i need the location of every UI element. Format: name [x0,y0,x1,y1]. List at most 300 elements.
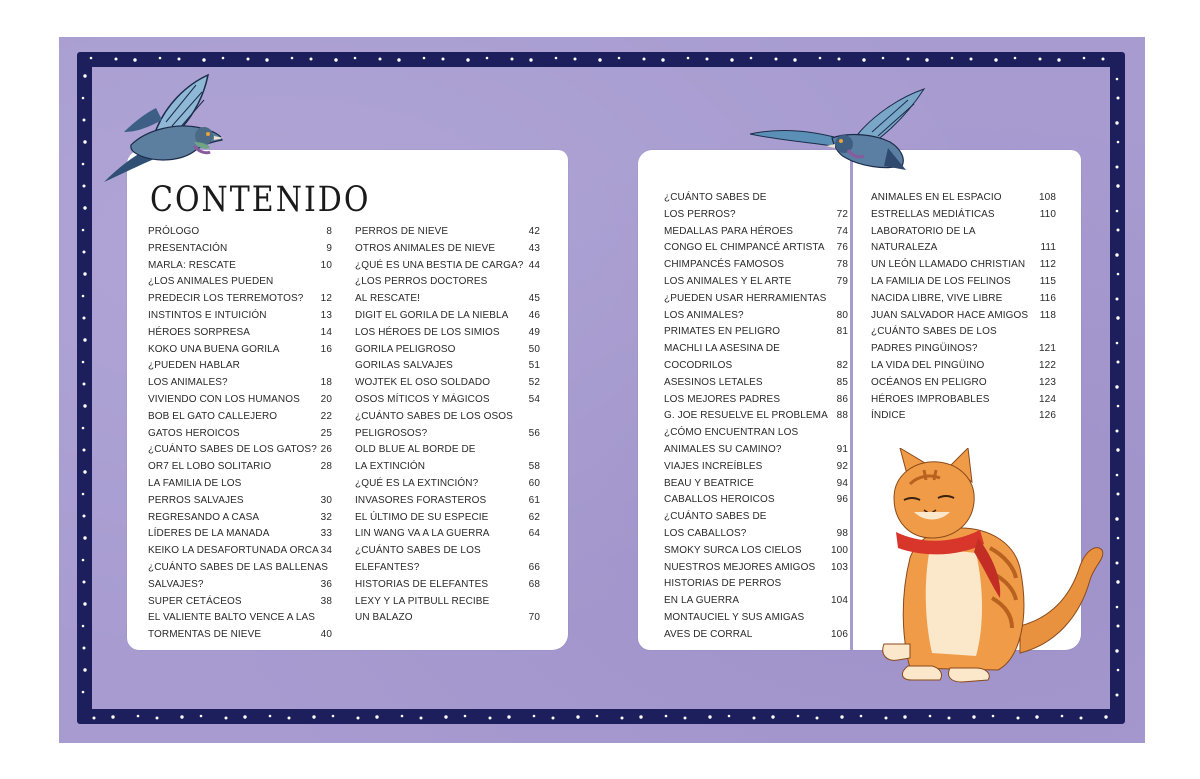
toc-entry-title: LIN WANG VA A LA GUERRA [355,528,490,540]
toc-entry-page: 91 [836,443,848,455]
toc-entry-title: AVES DE CORRAL [664,628,753,640]
border-dot [312,715,315,718]
toc-entry [664,240,848,257]
toc-entry-page: 14 [320,326,332,338]
border-dot [420,717,423,720]
border-dot [464,715,467,718]
toc-entry [664,560,848,577]
toc-entry-title: NATURALEZA [871,242,938,254]
toc-entry-title: PADRES PINGÜINOS? [871,343,978,355]
toc-entry-title: NUESTROS MEJORES AMIGOS [664,561,816,573]
border-dot [202,58,205,61]
border-dot [1115,649,1118,652]
toc-entry-title: EL VALIENTE BALTO VENCE A LAS [148,612,316,624]
border-dot [643,58,646,61]
toc-entry [148,426,332,443]
toc-entry-title: SUPER CETÁCEOS [148,595,242,607]
toc-entry [664,257,848,274]
border-dot [925,58,928,61]
border-dot [83,581,86,584]
toc-entry-title: WOJTEK EL OSO SOLDADO [355,377,491,389]
toc-entry [871,308,1056,325]
pigeon-left-illustration [96,70,231,190]
border-dot [1115,385,1118,388]
toc-entry-page: 98 [836,527,848,539]
toc-entry [148,308,332,325]
toc-entry [148,274,332,291]
border-dot [83,74,86,77]
border-dot [288,717,291,720]
toc-entry-title: OCÉANOS EN PELIGRO [871,376,987,388]
toc-entry-page: 92 [836,460,848,472]
toc-entry-page: 86 [836,393,848,405]
toc-entry [148,459,332,476]
border-dot [661,58,664,61]
toc-entry [664,476,848,493]
toc-entry-page: 108 [1039,192,1056,203]
toc-entry-title: ¿CUÁNTO SABES DE LOS OSOS [355,410,513,422]
border-dot [83,317,86,320]
toc-entry-page: 112 [1039,259,1056,271]
border-dot [728,715,731,718]
toc-entry-page: 56 [528,427,540,439]
toc-entry [355,392,540,409]
toc-entry-title: ¿CUÁNTO SABES DE LOS [355,545,481,557]
border-dot [243,715,246,718]
toc-entry-title: COCODRILOS [664,359,733,371]
toc-entry [664,610,848,627]
toc-entry-title: KOKO UNA BUENA GORILA [148,343,280,355]
border-dot [83,140,86,143]
toc-entry-title: LOS CABALLOS? [664,527,747,539]
border-dot [771,715,774,718]
toc-entry-title: GORILA PELIGROSO [355,343,456,355]
border-dot [598,58,601,61]
toc-entry-page: 52 [528,377,540,389]
border-dot [1116,694,1119,697]
border-dot [423,57,426,60]
border-dot [82,97,85,100]
border-dot [265,58,268,61]
toc-entry [664,509,848,526]
toc-entry [355,291,540,308]
border-dot [1117,405,1120,408]
border-dot [970,58,973,61]
toc-entry [355,342,540,359]
toc-entry-page: 94 [836,477,848,489]
border-dot [82,295,85,298]
toc-entry [148,594,332,611]
toc-entry [871,207,1056,224]
toc-entry [871,224,1056,241]
toc-entry-page: 96 [836,494,848,506]
toc-entry [148,577,332,594]
toc-entry [148,258,332,275]
border-dot [332,715,335,718]
toc-entry [355,325,540,342]
toc-entry-title: VIAJES INCREÍBLES [664,460,763,472]
border-dot [1117,141,1120,144]
border-dot [840,715,843,718]
toc-entry-title: MONTAUCIEL Y SUS AMIGAS [664,611,805,623]
border-dot [334,58,337,61]
toc-entry-title: LA EXTINCIÓN [355,461,426,473]
toc-entry [148,291,332,308]
toc-entry [664,274,848,291]
toc-entry [664,576,848,593]
toc-entry-title: ¿PUEDEN HABLAR [148,360,240,372]
border-dot [951,57,954,60]
border-dot [83,404,86,407]
toc-entry-page: 70 [528,612,540,624]
toc-entry-title: ¿CUÁNTO SABES DE LAS BALLENAS [148,561,328,573]
border-dot [1116,562,1119,565]
border-dot [511,58,514,61]
toc-entry [148,610,332,627]
toc-entry [664,492,848,509]
toc-entry-title: HÉROES IMPROBABLES [871,393,990,405]
toc-entry [871,324,1056,341]
border-dot [82,229,85,232]
border-dot [83,647,86,650]
toc-entry [664,291,848,308]
toc-entry [355,358,540,375]
border-dot [665,715,668,718]
border-dot [994,58,997,61]
toc-entry [355,426,540,443]
toc-entry-title: ¿QUÉ ES UNA BESTIA DE CARGA? [355,259,524,271]
border-dot [1115,121,1118,124]
border-dot [1117,97,1120,100]
toc-entry [148,476,332,493]
toc-entry [355,610,540,627]
border-dot [706,58,709,61]
toc-entry [148,375,332,392]
toc-entry-title: DIGIT EL GORILA DE LA NIEBLA [355,309,509,321]
border-dot [442,58,445,61]
toc-entry-title: LOS PERROS? [664,208,736,220]
toc-entry-page: 64 [528,528,540,540]
toc-entry [355,241,540,258]
border-dot [1117,669,1120,672]
toc-entry [355,459,540,476]
border-dot [797,715,800,718]
toc-entry-title: PELIGROSOS? [355,427,428,439]
border-dot [82,691,85,694]
toc-column-2 [355,224,540,627]
border-dot [444,715,447,718]
border-dot [1017,717,1020,720]
border-dot [819,57,822,60]
page-title: CONTENIDO [150,180,371,221]
toc-entry [355,442,540,459]
toc-entry-title: LA FAMILIA DE LOS FELINOS [871,275,1011,287]
toc-entry [355,274,540,291]
toc-entry-title: LÍDERES DE LA MANADA [148,528,270,540]
border-dot [379,58,382,61]
border-dot [83,536,86,539]
toc-entry-page: 62 [528,511,540,523]
toc-entry [355,476,540,493]
toc-entry-page: 100 [831,544,848,556]
toc-entry [355,526,540,543]
border-dot [1115,253,1118,256]
toc-entry-page: 80 [836,309,848,321]
pigeon-right-illustration [748,86,928,176]
toc-entry-page: 76 [836,242,848,254]
toc-entry [355,409,540,426]
toc-entry-title: LA FAMILIA DE LOS [148,477,242,489]
border-dot [860,715,863,718]
border-dot [621,717,624,720]
toc-entry-page: 30 [320,494,332,506]
border-dot [1116,430,1119,433]
toc-entry-page: 50 [528,343,540,355]
border-dot [1116,474,1119,477]
border-dot [1117,273,1120,276]
toc-entry-page: 9 [326,242,332,254]
toc-entry [355,308,540,325]
border-dot [552,717,555,720]
toc-entry-title: INVASORES FORASTEROS [355,494,487,506]
border-dot [929,715,932,718]
toc-entry [148,392,332,409]
toc-entry-title: LOS ANIMALES? [664,309,744,321]
toc-entry-page: 36 [320,578,332,590]
toc-entry-title: LOS ANIMALES Y EL ARTE [664,275,792,287]
toc-entry [148,358,332,375]
toc-entry-page: 46 [528,309,540,321]
toc-entry-title: UN BALAZO [355,612,413,624]
toc-entry-page: 44 [528,259,540,271]
toc-entry-page: 8 [326,226,332,237]
toc-entry-page: 82 [836,359,848,371]
toc-entry-title: MEDALLAS PARA HÉROES [664,225,794,237]
toc-entry-title: ¿LOS PERROS DOCTORES [355,276,488,288]
toc-entry-title: TORMENTAS DE NIEVE [148,629,262,641]
toc-entry [664,358,848,375]
toc-entry-page: 18 [320,377,332,389]
border-dot [82,427,85,430]
border-dot [992,715,995,718]
toc-entry [871,392,1056,409]
toc-entry-page: 12 [320,293,332,305]
toc-entry-title: ÍNDICE [871,410,906,422]
toc-entry [148,543,332,560]
border-dot [1117,537,1120,540]
toc-entry-title: ¿CUÁNTO SABES DE LOS GATOS? [148,444,317,456]
toc-entry-title: KEIKO LA DESAFORTUNADA ORCA [148,545,319,557]
toc-entry [871,408,1056,425]
border-dot [1116,298,1119,301]
toc-entry [664,224,848,241]
border-dot [1116,342,1119,345]
toc-column-1 [148,224,332,644]
toc-entry [664,442,848,459]
border-dot [83,383,86,386]
toc-entry [871,358,1056,375]
border-dot [466,58,469,61]
toc-entry [148,526,332,543]
toc-entry-title: HÉROES SORPRESA [148,326,251,338]
toc-entry [664,392,848,409]
toc-entry-page: 111 [1040,242,1056,254]
toc-entry-page: 38 [320,595,332,607]
border-dot [753,717,756,720]
toc-entry-title: LEXY Y LA PITBULL RECIBE [355,595,490,607]
border-dot [596,715,599,718]
border-dot [222,57,225,60]
toc-entry-page: 26 [320,444,332,456]
border-dot [180,715,183,718]
border-dot [574,58,577,61]
toc-entry-title: OLD BLUE AL BORDE DE [355,444,476,456]
border-dot [555,57,558,60]
toc-entry [664,526,848,543]
border-dot [529,58,532,61]
border-dot [533,715,536,718]
border-dot [225,717,228,720]
border-dot [907,58,910,61]
border-dot [83,272,86,275]
border-dot [816,717,819,720]
border-dot [972,715,975,718]
border-dot [684,717,687,720]
border-dot [576,715,579,718]
toc-entry-title: PERROS SALVAJES [148,494,244,506]
toc-entry [355,594,540,611]
toc-entry-title: BOB EL GATO CALLEJERO [148,410,278,422]
border-dot [82,163,85,166]
toc-entry-title: OR7 EL LOBO SOLITARIO [148,461,272,473]
border-dot [489,717,492,720]
border-dot [82,625,85,628]
border-dot [486,57,489,60]
toc-entry-title: JUAN SALVADOR HACE AMIGOS [871,309,1029,321]
tabby-cat-illustration [880,448,1106,688]
toc-entry-title: ¿CÓMO ENCUENTRAN LOS [664,427,799,439]
toc-entry [148,241,332,258]
border-dot [1039,58,1042,61]
toc-entry-title: LOS MEJORES PADRES [664,393,781,405]
toc-entry-title: ANIMALES EN EL ESPACIO [871,192,1002,203]
border-dot [1116,580,1119,583]
toc-entry [355,375,540,392]
border-dot [639,715,642,718]
toc-entry-title: MACHLI LA ASESINA DE [664,343,780,355]
toc-entry-title: UN LEÓN LLAMADO CHRISTIAN [871,259,1026,271]
toc-entry [355,560,540,577]
toc-entry-title: REGRESANDO A CASA [148,511,260,523]
toc-entry-page: 22 [320,410,332,422]
toc-entry-title: CHIMPANCÉS FAMOSOS [664,259,784,271]
border-dot [111,715,114,718]
toc-entry [664,341,848,358]
toc-entry-title: PREDECIR LOS TERREMOTOS? [148,293,304,305]
toc-entry [355,510,540,527]
toc-entry-title: ¿CUÁNTO SABES DE LOS [871,326,997,338]
toc-entry-title: PRÓLOGO [148,226,200,237]
border-dot [1116,210,1119,213]
toc-entry-title: PRIMATES EN PELIGRO [664,326,781,338]
toc-entry-page: 72 [836,208,848,220]
toc-entry-page: 49 [528,326,540,338]
toc-column-4 [871,190,1056,425]
border-dot [838,58,841,61]
toc-entry-page: 61 [528,494,540,506]
toc-entry-page: 123 [1039,376,1056,388]
border-dot [83,470,86,473]
border-dot [247,58,250,61]
border-dot [156,717,159,720]
toc-entry [355,258,540,275]
toc-entry-title: MARLA: RESCATE [148,259,236,271]
border-dot [1116,78,1119,81]
border-dot [1083,57,1086,60]
toc-entry-page: 16 [320,343,332,355]
toc-entry-page: 40 [320,629,332,641]
toc-entry [871,274,1056,291]
border-dot [1117,361,1120,364]
toc-entry [664,375,848,392]
border-dot [83,338,86,341]
toc-entry-title: CABALLOS HEROICOS [664,494,775,506]
toc-entry [355,577,540,594]
toc-entry-title: LA VIDA DEL PINGÜINO [871,359,985,371]
toc-entry-title: EN LA GUERRA [664,595,740,607]
toc-entry-title: NACIDA LIBRE, VIVE LIBRE [871,292,1003,304]
border-dot [133,58,136,61]
toc-entry-title: INSTINTOS E INTUICIÓN [148,309,267,321]
toc-entry-title: AL RESCATE! [355,293,421,305]
toc-entry [664,593,848,610]
toc-column-3 [664,190,848,644]
toc-entry-title: VIVIENDO CON LOS HUMANOS [148,393,300,405]
toc-entry-page: 104 [831,595,848,607]
border-dot [1102,58,1105,61]
toc-entry-page: 51 [528,360,540,372]
border-dot [93,717,96,720]
border-dot [83,515,86,518]
border-dot [90,57,93,60]
toc-entry-title: ¿CUÁNTO SABES DE [664,192,767,203]
border-dot [1117,493,1120,496]
border-dot [687,57,690,60]
toc-entry-page: 45 [528,293,540,305]
toc-entry-page: 43 [528,242,540,254]
toc-entry-page: 126 [1039,410,1056,422]
toc-entry-page: 10 [320,259,332,271]
toc-entry-title: ¿LOS ANIMALES PUEDEN [148,276,274,288]
border-dot [159,57,162,60]
border-dot [375,715,378,718]
toc-entry [148,325,332,342]
border-dot [1115,517,1118,520]
border-dot [82,493,85,496]
toc-entry [664,408,848,425]
border-dot [83,206,86,209]
border-dot [618,57,621,60]
toc-entry [664,324,848,341]
toc-entry [148,627,332,644]
toc-entry-title: SALVAJES? [148,578,204,590]
toc-entry-title: BEAU Y BEATRICE [664,477,754,489]
toc-entry-title: HISTORIAS DE ELEFANTES [355,578,489,590]
border-dot [83,251,86,254]
toc-entry-page: 116 [1039,292,1056,304]
toc-entry [664,207,848,224]
toc-entry [148,409,332,426]
